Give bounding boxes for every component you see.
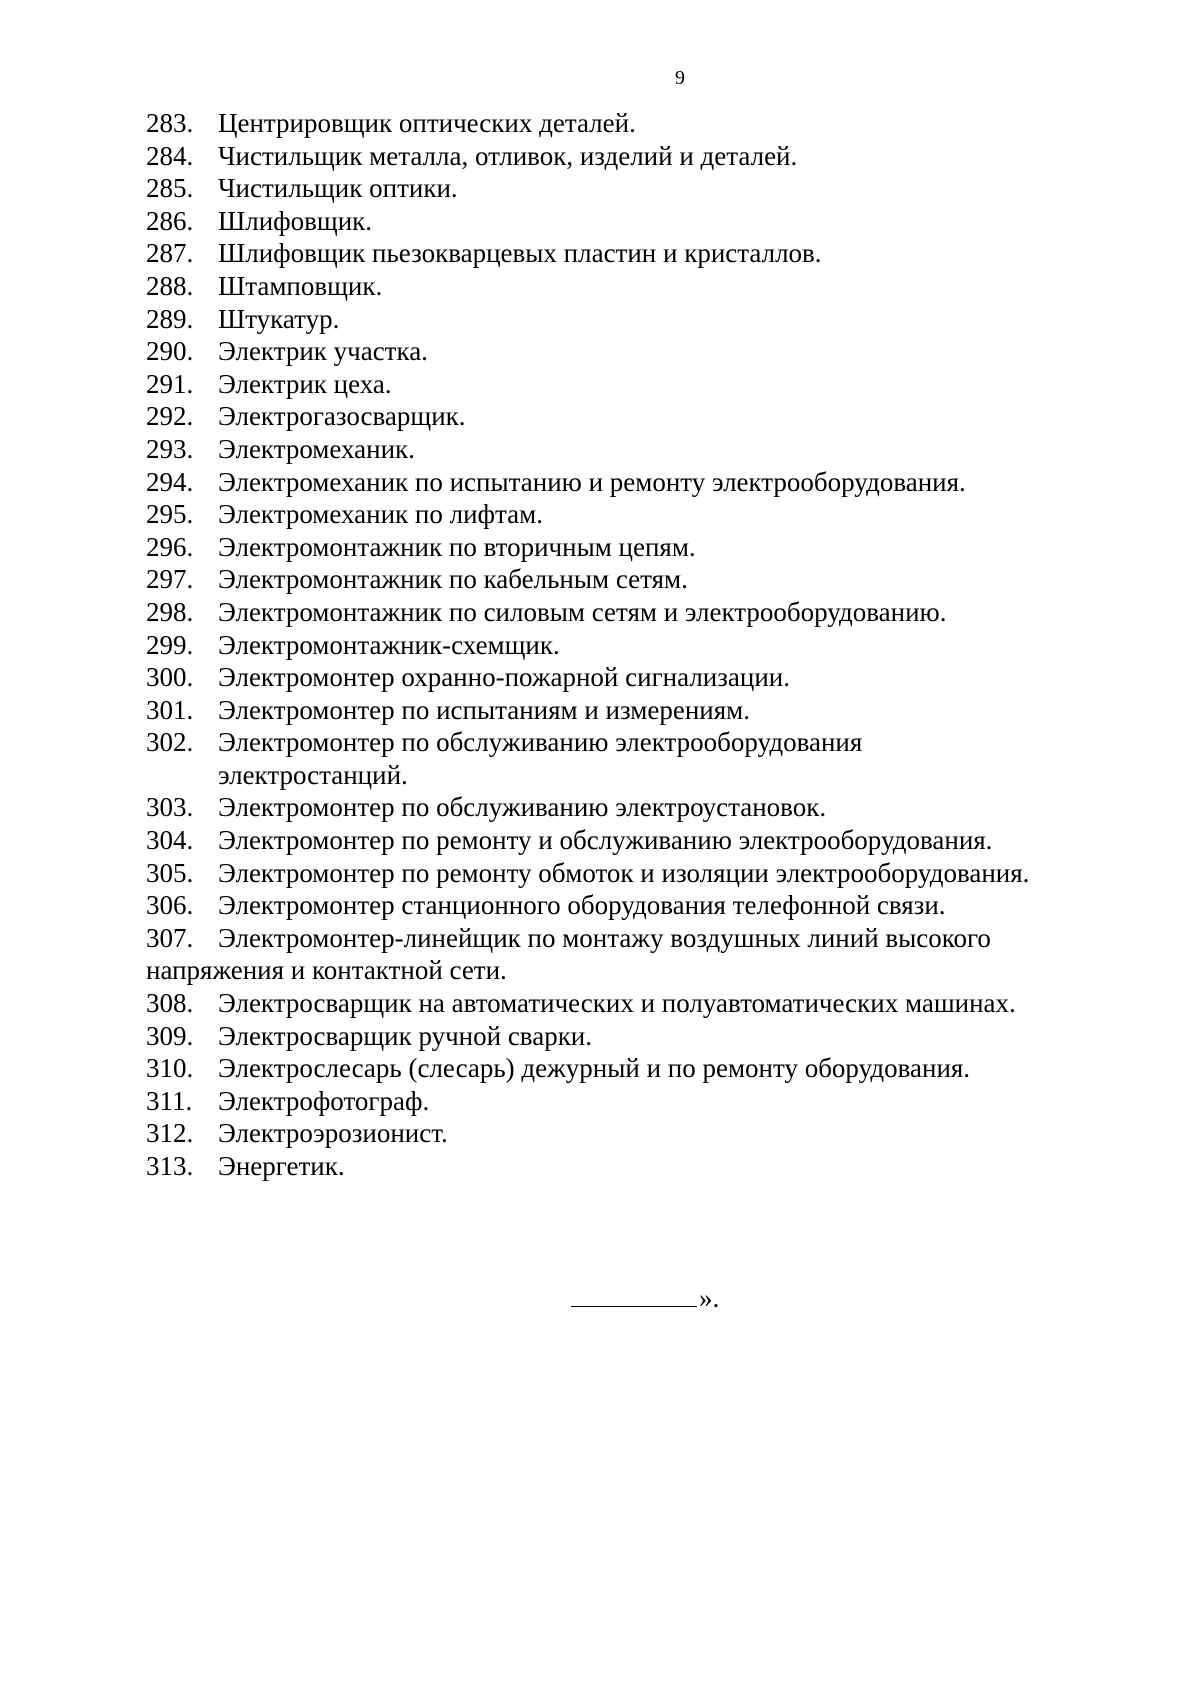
list-item (0, 987, 1200, 1020)
list-item (0, 368, 1200, 401)
item-text: Электроэрозионист. (218, 1118, 448, 1149)
list-item (0, 824, 1200, 857)
item-text: Штамповщик. (218, 270, 383, 301)
item-number: 289. (146, 303, 194, 334)
item-number: 307. (146, 922, 194, 953)
list-item (0, 466, 1200, 499)
item-number: 294. (146, 466, 194, 497)
list-item (0, 922, 1200, 987)
list-item (0, 335, 1200, 368)
item-text: Электрик цеха. (218, 368, 392, 399)
item-text: Чистильщик металла, отливок, изделий и деталей. (218, 140, 798, 171)
item-number: 301. (146, 694, 194, 725)
closing-mark: ». (699, 1283, 720, 1313)
list-item (0, 531, 1200, 564)
item-number: 300. (146, 662, 194, 693)
list-item (0, 791, 1200, 824)
list-item (0, 270, 1200, 303)
list-item (0, 1020, 1200, 1053)
item-number: 302. (146, 727, 194, 758)
item-number: 290. (146, 336, 194, 367)
item-number: 291. (146, 368, 194, 399)
item-text: Электрослесарь (слесарь) дежурный и по ремонту оборудования. (218, 1053, 971, 1084)
item-number: 310. (146, 1053, 194, 1084)
page-number: 9 (675, 67, 685, 89)
list-item (0, 140, 1200, 173)
item-text: Электромеханик по лифтам. (218, 499, 543, 530)
item-number: 298. (146, 596, 194, 627)
item-text: Электромонтер охранно-пожарной сигнализации. (218, 662, 790, 693)
item-number: 293. (146, 433, 194, 464)
list-item (0, 857, 1200, 890)
item-text: Электромонтажник по кабельным сетям. (218, 564, 688, 595)
closing-underline (571, 1281, 697, 1307)
item-number: 303. (146, 792, 194, 823)
item-number: 296. (146, 531, 194, 562)
list-item (0, 172, 1200, 205)
item-number: 312. (146, 1118, 194, 1149)
item-text: Электрофотограф. (218, 1085, 430, 1116)
item-number: 285. (146, 173, 194, 204)
item-text: Электромеханик по испытанию и ремонту электрооборудования. (218, 466, 966, 497)
list-item (0, 303, 1200, 336)
item-number: 299. (146, 629, 194, 660)
item-number: 283. (146, 108, 194, 138)
item-number: 305. (146, 857, 194, 888)
item-text: Электромонтер по испытаниям и измерениям. (218, 694, 750, 725)
item-text: Электромонтажник-схемщик. (218, 629, 560, 660)
item-number: 287. (146, 238, 194, 269)
list-item (0, 1085, 1200, 1118)
list-item (0, 1052, 1200, 1085)
item-number: 297. (146, 564, 194, 595)
item-text: Электромонтер по ремонту обмоток и изоляции электрооборудования. (218, 857, 1030, 888)
item-number: 311. (146, 1085, 193, 1116)
list-item (0, 726, 1200, 791)
closing-mark-block (571, 1281, 719, 1314)
item-number: 308. (146, 988, 194, 1019)
list-item (0, 107, 1200, 140)
list-item (0, 237, 1200, 270)
item-number: 304. (146, 825, 194, 856)
list-item (0, 629, 1200, 662)
item-text: Центрировщик оптических деталей. (218, 108, 636, 138)
item-number: 292. (146, 401, 194, 432)
item-text: Электромонтер-линейщик по монтажу воздушных линий высокого напряжения и контактной сети. (146, 922, 991, 986)
list-item (0, 661, 1200, 694)
item-number: 306. (146, 890, 194, 921)
item-text: Штукатур. (218, 303, 340, 334)
item-text: Электросварщик на автоматических и полуавтоматических машинах. (218, 988, 1016, 1019)
item-number: 288. (146, 270, 194, 301)
item-text: Электросварщик ручной сварки. (218, 1020, 593, 1051)
item-number: 286. (146, 205, 194, 236)
item-text: Электромеханик. (218, 433, 415, 464)
list-item (0, 498, 1200, 531)
item-number: 284. (146, 140, 194, 171)
list-item (0, 889, 1200, 922)
list-item (0, 205, 1200, 238)
list-item (0, 596, 1200, 629)
item-text: Электромонтер станционного оборудования телефонной связи. (218, 890, 946, 921)
item-text: Чистильщик оптики. (218, 173, 458, 204)
list-item (0, 433, 1200, 466)
item-text: Электрогазосварщик. (218, 401, 466, 432)
item-text: Шлифовщик пьезокварцевых пластин и кристаллов. (218, 238, 822, 269)
profession-list (0, 107, 1200, 1183)
item-text: Электромонтер по обслуживанию электроустановок. (218, 792, 827, 823)
list-item (0, 400, 1200, 433)
item-text: Энергетик. (218, 1151, 345, 1181)
item-text: Электромонтажник по вторичным цепям. (218, 531, 696, 562)
item-text: Электромонтажник по силовым сетям и электрооборудованию. (218, 596, 947, 627)
item-number: 309. (146, 1020, 194, 1051)
item-text: Электромонтер по ремонту и обслуживанию электрооборудования. (218, 825, 993, 856)
item-text: Электромонтер по обслуживанию электрооборудования электростанций. (218, 727, 863, 790)
list-item (0, 563, 1200, 596)
list-item (0, 694, 1200, 727)
item-text: Электрик участка. (218, 336, 428, 367)
list-item (0, 1117, 1200, 1150)
list-item (0, 1150, 1200, 1183)
item-number: 295. (146, 499, 194, 530)
item-text: Шлифовщик. (218, 205, 373, 236)
item-number: 313. (146, 1151, 194, 1181)
